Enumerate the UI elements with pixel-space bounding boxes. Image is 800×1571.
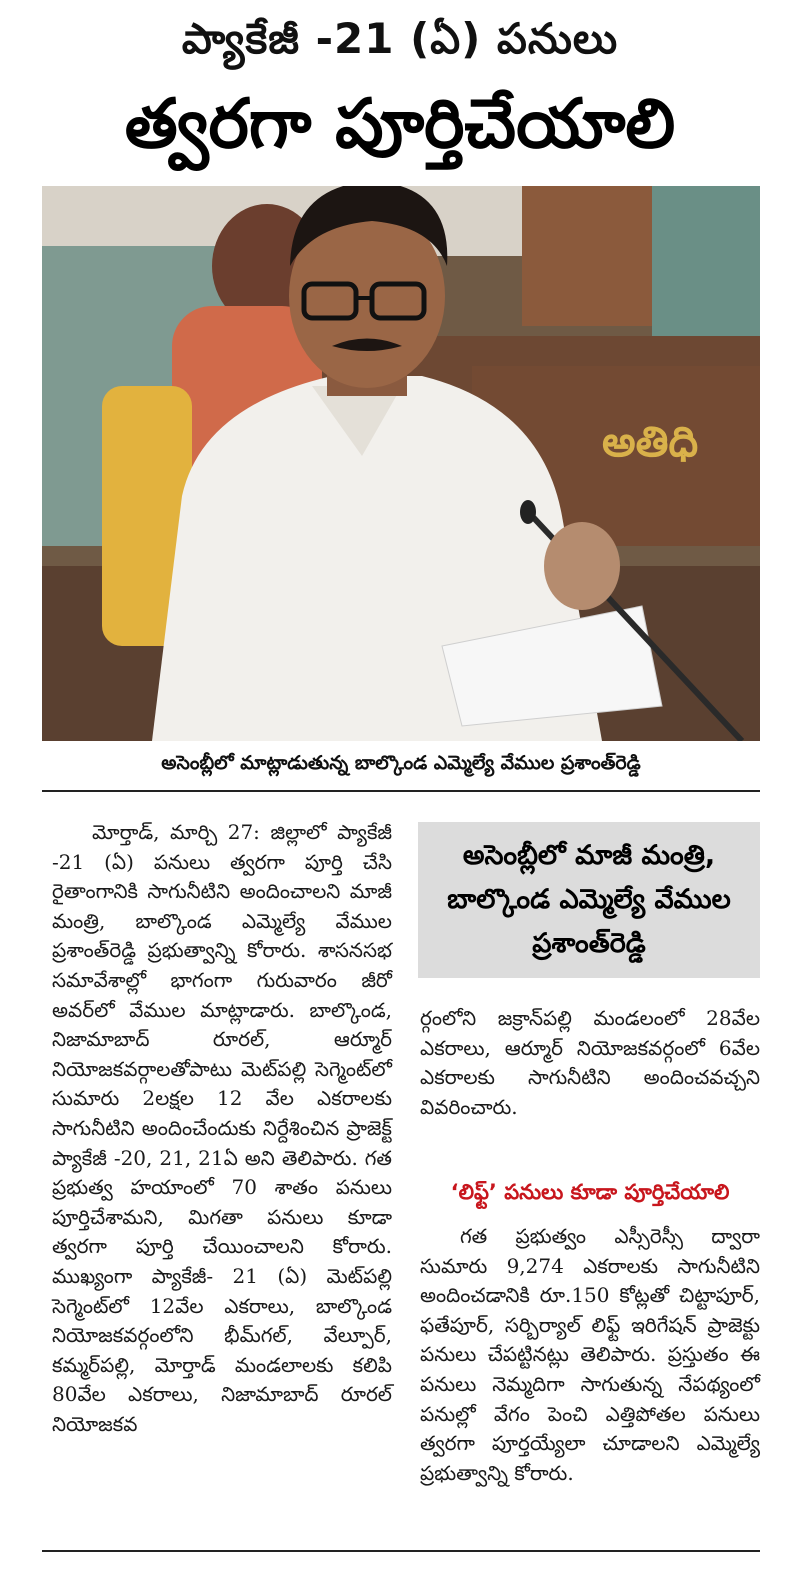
left-column xyxy=(52,818,392,1439)
photo-caption: అసెంబ్లీలో మాట్లాడుతున్న బాల్కొండ ఎమ్మెల్యే వేముల ప్రశాంత్‌రెడ్డి xyxy=(161,752,641,774)
left-column-text: మోర్తాడ్, మార్చి 27: జిల్లాలో ప్యాకేజీ -21 (ఏ) పనులు త్వరగా పూర్తి చేసి రైతాంగానికి సాగునీటిని అందించాలని మాజీ మంత్రి, బాల్కొండ ఎమ్మెల్యే వేముల ప్రశాంత్‌రెడ్డి ప్రభుత్వాన్ని కోరారు. శాసనసభ సమావేశాల్లో భాగంగా గురువారం జీరో అవర్‌లో వేముల మాట్లాడారు. బాల్కొండ, నిజామాబాద్ రూరల్, ఆర్మూర్ నియోజకవర్గాలతోపాటు మెట్‌పల్లి సెగ్మెంట్‌లో సుమారు 2లక్షల 12 వేల ఎకరాలకు సాగునీటిని అందించేందుకు నిర్దేశించిన ప్రాజెక్ట్ ప్యాకేజీ -20, 21, 21ఏ అని తెలిపారు. గత ప్రభుత్వ హయాంలో 70 శాతం పనులు పూర్తిచేశామని, మిగతా పనులు కూడా త్వరగా పూర్తి చేయించాలని కోరారు. ముఖ్యంగా ప్యాకేజీ- 21 (ఏ) మెట్‌పల్లి సెగ్మెంట్‌లో 12వేల ఎకరాలు, బాల్కొండ నియోజకవర్గంలోని భీమ్‌గల్, వేల్పూర్, కమ్మర్‌పల్లి, మోర్తాడ్ మండలాలకు కలిపి 80వేల ఎకరాలు, నిజామాబాద్ రూరల్ నియోజకవ xyxy=(52,820,392,1436)
right-column-bottom-text: గత ప్రభుత్వం ఎస్సీరెస్సీ ద్వారా సుమారు 9,274 ఎకరాలకు సాగునీటిని అందించడానికి రూ.150 కోట్లతో చిట్టాపూర్, ఫతేపూర్, సర్బిర్యాల్ లిఫ్ట్ ఇరిగేషన్ ప్రాజెక్టు పనులు చేపట్టినట్లు తెలిపారు. ప్రస్తుతం ఈ పనులు నెమ్మదిగా సాగుతున్న నేపథ్యంలో పనుల్లో వేగం పెంచి ఎత్తిపోతల పనులు త్వరగా పూర్తయ్యేలా చూడాలని ఎమ్మెల్యే ప్రభుత్వాన్ని కోరారు. xyxy=(420,1224,760,1485)
svg-text:అతిధి: అతిధి xyxy=(602,417,699,466)
caption-divider xyxy=(42,790,760,792)
section-subhead: ‘లిఫ్ట్’ పనులు కూడా పూర్తిచేయాలి xyxy=(450,1180,730,1204)
right-column-top xyxy=(420,1004,760,1122)
right-column-top-text: ర్గంలోని జక్రాన్‌పల్లి మండలంలో 28వేల ఎకరాలు, ఆర్మూర్ నియోజకవర్గంలో 6వేల ఎకరాలకు సాగునీటిని అందించవచ్చని వివరించారు. xyxy=(420,1006,760,1119)
article-photo xyxy=(42,186,760,741)
pull-quote: అసెంబ్లీలో మాజీ మంత్రి, బాల్కొండ ఎమ్మెల్యే వేముల ప్రశాంత్‌రెడ్డి xyxy=(418,822,760,978)
bottom-divider xyxy=(42,1550,760,1552)
right-column-bottom xyxy=(420,1222,760,1488)
article-headline: త్వరగా పూర్తిచేయాలి xyxy=(124,85,676,164)
article-kicker: ప్యాకేజీ -21 (ఏ) పనులు xyxy=(181,14,619,63)
